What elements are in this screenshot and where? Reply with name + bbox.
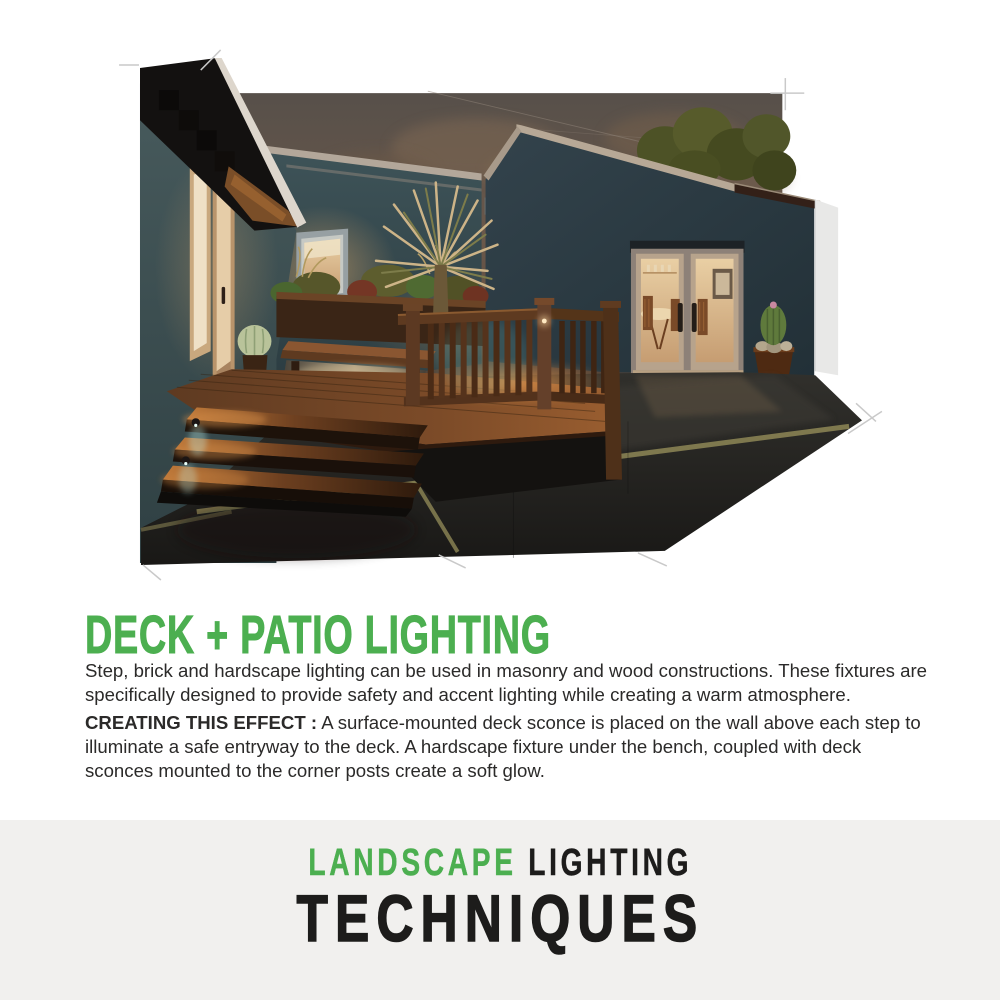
effect-paragraph [85, 711, 930, 782]
side-panel [815, 200, 838, 376]
section-heading [85, 604, 930, 666]
brand-lighting: LIGHTING [527, 842, 692, 884]
tall-window [190, 164, 211, 361]
hero-illustration [137, 58, 864, 576]
effect-label: CREATING THIS EFFECT : [85, 712, 318, 733]
brand-lockup-line2 [0, 880, 1000, 956]
brand-techniques: TECHNIQUES [296, 881, 704, 955]
entry-door [213, 174, 235, 401]
section-heading-text: DECK + PATIO LIGHTING [85, 605, 551, 665]
post-sconce-light [542, 319, 547, 324]
french-doors [630, 241, 745, 375]
deck-patio-night-render [137, 58, 864, 576]
brand-landscape: LANDSCAPE [308, 842, 517, 884]
intro-paragraph: Step, brick and hardscape lighting can be used in masonry and wood constructions. These fixtures are specifically designed to provide safety and accent lighting while creating a warm atmosphere. [85, 660, 928, 705]
brand-line1-inner [308, 842, 692, 885]
effect-text: A surface-mounted deck sconce is placed on the wall above each step to illuminate a safe entryway to the deck. A hardscape fixture under the bench, coupled with deck sconces mounted to the corner posts create a soft glow. [85, 712, 921, 781]
brand-lockup-line1 [0, 842, 1000, 885]
